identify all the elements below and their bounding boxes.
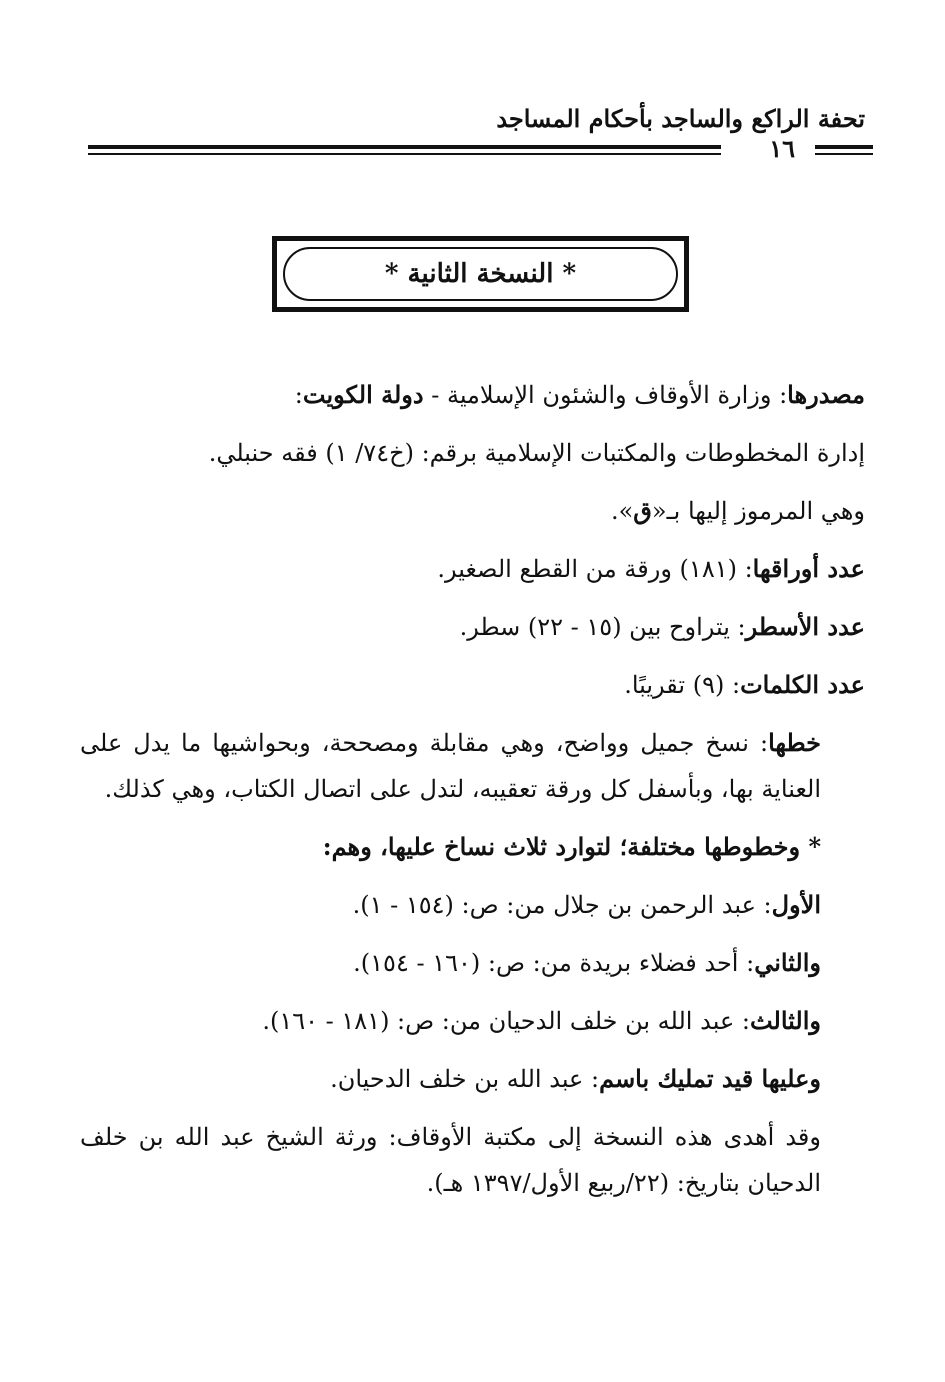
second-scribe-text: : أحد فضلاء بريدة من: ص: (١٦٠ - ١٥٤).: [353, 949, 755, 977]
symbol-line: [80, 482, 865, 540]
section-title-box: [272, 236, 689, 312]
source-line: [80, 366, 865, 424]
source-label: مصدرها: [787, 380, 865, 409]
second-scribe-line: [80, 934, 865, 992]
leaves-label: عدد أوراقها: [752, 554, 865, 583]
source-country: دولة الكويت: [302, 380, 424, 409]
lines-text: : يتراوح بين (١٥ - ٢٢) سطر.: [459, 613, 746, 641]
second-scribe-label: والثاني: [754, 948, 821, 977]
words-text: : (٩) تقريبًا.: [624, 671, 741, 699]
header-rule-short: [815, 145, 873, 155]
symbol-end: ».: [610, 497, 634, 525]
third-scribe-label: والثالث: [749, 1006, 821, 1035]
symbol-letter: ق: [633, 496, 652, 525]
ownership-label: وعليها قيد تمليك باسم: [599, 1064, 821, 1093]
section-title-frame: [277, 241, 684, 307]
lines-label: عدد الأسطر: [745, 612, 865, 641]
words-line: [80, 656, 865, 714]
running-title: تحفة الراكع والساجد بأحكام المساجد: [496, 104, 865, 133]
section-title: * النسخة الثانية *: [283, 247, 678, 301]
scribes-intro: * وخطوطها مختلفة؛ لتوارد ثلاث نساخ عليها، وهم:: [322, 832, 821, 861]
source-end: :: [294, 381, 303, 409]
third-scribe-line: [80, 992, 865, 1050]
first-scribe-line: [80, 876, 865, 934]
ownership-line: [80, 1050, 865, 1108]
page-number: ١٦: [769, 134, 795, 163]
ownership-text: : عبد الله بن خلف الدحيان.: [330, 1065, 600, 1093]
source-text: : وزارة الأوقاف والشئون الإسلامية -: [423, 381, 788, 409]
first-scribe-text: : عبد الرحمن بن جلال من: ص: (١٥٤ - ١).: [352, 891, 772, 919]
header-rule: [88, 145, 721, 155]
symbol-text: وهي المرموز إليها بـ«: [651, 497, 865, 525]
script-paragraph: [80, 714, 865, 818]
main-content: [80, 366, 865, 1212]
script-label: خطها: [768, 728, 821, 757]
first-scribe-label: الأول: [771, 890, 821, 919]
third-scribe-text: : عبد الله بن خلف الدحيان من: ص: (١٨١ - ١٦٠).: [262, 1007, 750, 1035]
gift-paragraph: وقد أهدى هذه النسخة إلى مكتبة الأوقاف: ورثة الشيخ عبد الله بن خلف الدحيان بتاريخ: (٢٢/ربيع الأول/١٣٩٧ هـ).: [80, 1123, 821, 1197]
leaves-line: [80, 540, 865, 598]
script-text: : نسخ جميل وواضح، وهي مقابلة ومصححة، وبحواشيها ما يدل على العناية بها، وبأسفل كل ورقة تعقيبه، لتدل على اتصال الكتاب، وهي كذلك.: [80, 729, 821, 803]
admin-line: إدارة المخطوطات والمكتبات الإسلامية برقم: (خ٧٤/ ١) فقه حنبلي.: [208, 439, 865, 467]
lines-line: [80, 598, 865, 656]
leaves-text: : (١٨١) ورقة من القطع الصغير.: [437, 555, 753, 583]
words-label: عدد الكلمات: [740, 670, 865, 699]
